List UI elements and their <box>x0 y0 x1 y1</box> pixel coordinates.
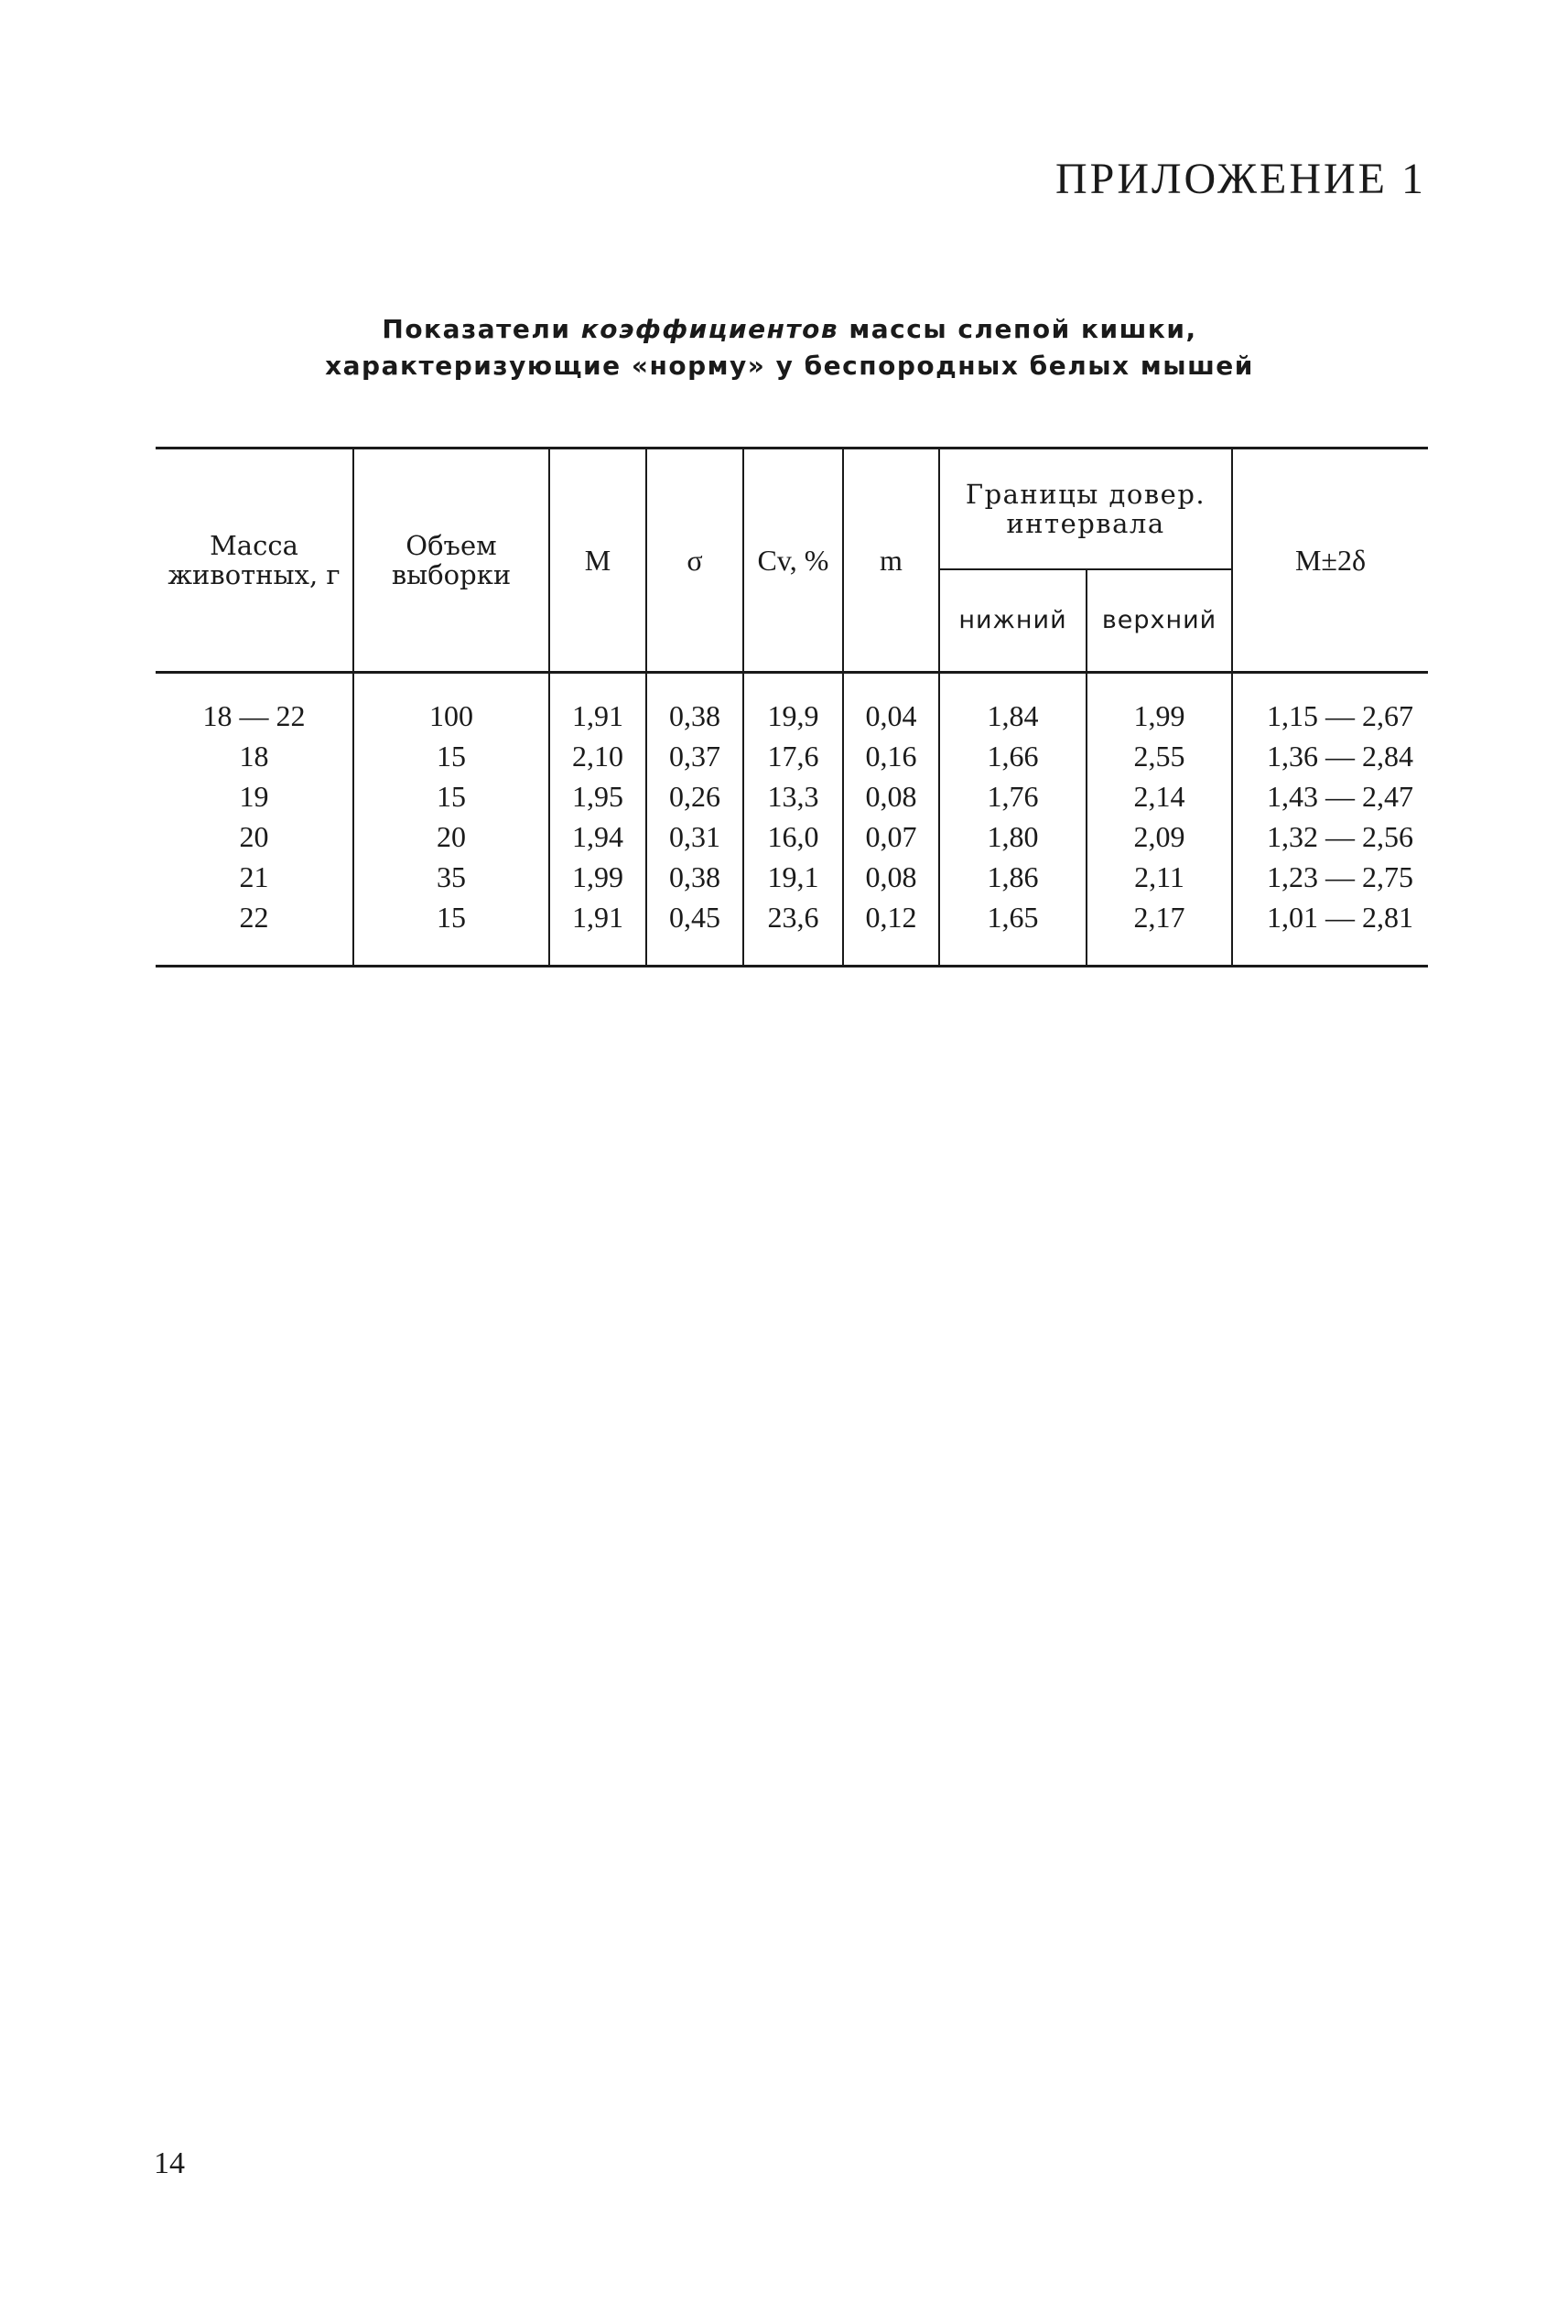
cell-ci-upper: 2,09 <box>1087 816 1232 857</box>
cell-range: 1,43 — 2,47 <box>1232 776 1428 816</box>
page-number: 14 <box>154 2146 185 2180</box>
header-sample-size: Объем выборки <box>353 449 549 673</box>
cell-mass: 18 <box>156 736 353 776</box>
data-table <box>156 447 1428 967</box>
cell-mean: 1,95 <box>549 776 646 816</box>
table-title-lead: Показатели <box>382 314 571 344</box>
table-title-rest: массы слепой кишки, <box>849 314 1197 344</box>
cell-range: 1,23 — 2,75 <box>1232 857 1428 897</box>
cell-mean: 2,10 <box>549 736 646 776</box>
header-cv: Cv, % <box>743 449 843 673</box>
cell-ci-upper: 2,17 <box>1087 897 1232 967</box>
header-mean: M <box>549 449 646 673</box>
cell-sample: 35 <box>353 857 549 897</box>
cell-mean: 1,91 <box>549 673 646 737</box>
header-sigma: σ <box>646 449 743 673</box>
cell-sigma: 0,26 <box>646 776 743 816</box>
cell-sigma: 0,45 <box>646 897 743 967</box>
header-confidence-interval: Границы довер. интервала <box>939 449 1232 570</box>
cell-ci-upper: 2,55 <box>1087 736 1232 776</box>
table-row <box>156 816 1428 857</box>
cell-cv: 13,3 <box>743 776 843 816</box>
cell-mass: 21 <box>156 857 353 897</box>
table-row <box>156 736 1428 776</box>
cell-mean: 1,91 <box>549 897 646 967</box>
cell-ci-lower: 1,84 <box>939 673 1087 737</box>
cell-ci-upper: 2,14 <box>1087 776 1232 816</box>
header-range: M±2δ <box>1232 449 1428 673</box>
header-ci-lower: нижний <box>939 569 1087 673</box>
cell-sample: 15 <box>353 736 549 776</box>
cell-ci-lower: 1,76 <box>939 776 1087 816</box>
cell-cv: 17,6 <box>743 736 843 776</box>
cell-cv: 16,0 <box>743 816 843 857</box>
cell-ci-upper: 1,99 <box>1087 673 1232 737</box>
cell-sample: 15 <box>353 776 549 816</box>
cell-ci-lower: 1,86 <box>939 857 1087 897</box>
cell-ci-lower: 1,66 <box>939 736 1087 776</box>
cell-mean: 1,99 <box>549 857 646 897</box>
cell-cv: 19,9 <box>743 673 843 737</box>
cell-m: 0,08 <box>843 776 939 816</box>
table-title-italic: коэффициентов <box>580 314 839 344</box>
table-row <box>156 673 1428 737</box>
cell-sample: 100 <box>353 673 549 737</box>
table-row <box>156 897 1428 967</box>
cell-cv: 23,6 <box>743 897 843 967</box>
appendix-heading: ПРИЛОЖЕНИЕ 1 <box>1054 155 1426 203</box>
table-row <box>156 857 1428 897</box>
table-row <box>156 776 1428 816</box>
cell-range: 1,01 — 2,81 <box>1232 897 1428 967</box>
cell-sigma: 0,38 <box>646 673 743 737</box>
cell-mean: 1,94 <box>549 816 646 857</box>
cell-cv: 19,1 <box>743 857 843 897</box>
header-mass: Масса животных, г <box>156 449 353 673</box>
cell-sample: 20 <box>353 816 549 857</box>
cell-m: 0,04 <box>843 673 939 737</box>
cell-range: 1,36 — 2,84 <box>1232 736 1428 776</box>
cell-m: 0,12 <box>843 897 939 967</box>
cell-range: 1,32 — 2,56 <box>1232 816 1428 857</box>
cell-mass: 20 <box>156 816 353 857</box>
cell-m: 0,07 <box>843 816 939 857</box>
table-title-line2: характеризующие «норму» у беспородных белых мышей <box>325 351 1254 381</box>
cell-ci-lower: 1,65 <box>939 897 1087 967</box>
cell-m: 0,08 <box>843 857 939 897</box>
cell-ci-upper: 2,11 <box>1087 857 1232 897</box>
table-title <box>156 311 1423 384</box>
cell-sigma: 0,37 <box>646 736 743 776</box>
header-ci-upper: верхний <box>1087 569 1232 673</box>
header-m-error: m <box>843 449 939 673</box>
cell-mass: 18 — 22 <box>156 673 353 737</box>
cell-ci-lower: 1,80 <box>939 816 1087 857</box>
cell-sigma: 0,38 <box>646 857 743 897</box>
cell-m: 0,16 <box>843 736 939 776</box>
cell-mass: 22 <box>156 897 353 967</box>
cell-range: 1,15 — 2,67 <box>1232 673 1428 737</box>
cell-mass: 19 <box>156 776 353 816</box>
cell-sigma: 0,31 <box>646 816 743 857</box>
cell-sample: 15 <box>353 897 549 967</box>
